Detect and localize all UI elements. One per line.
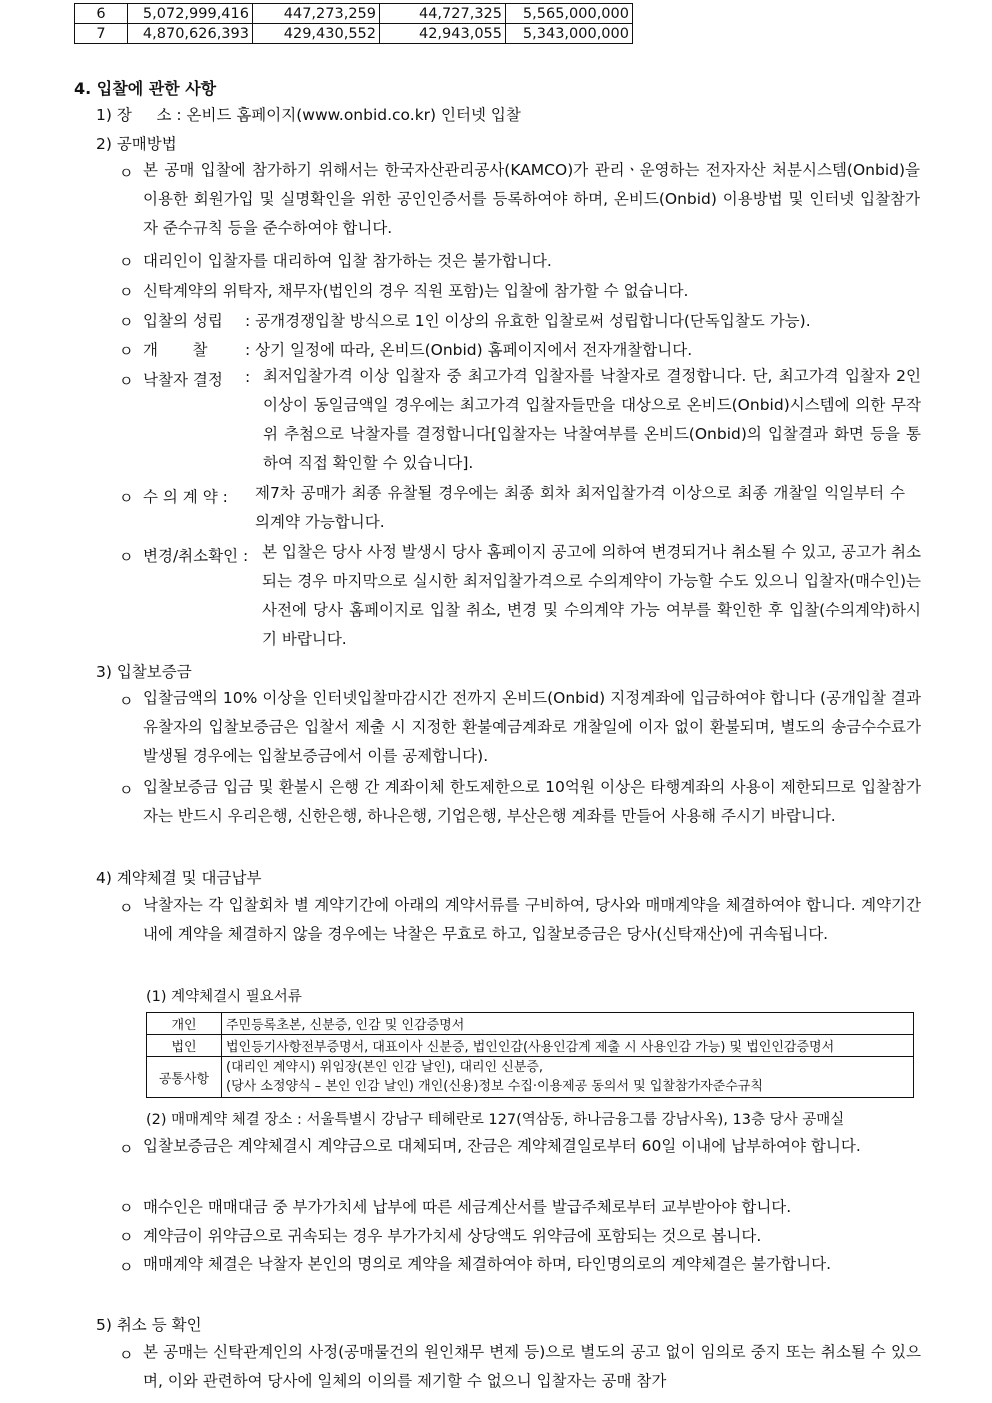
paragraph: 입찰보증금은 계약체결시 계약금으로 대체되며, 잔금은 계약체결일로부터 60일 이내에 납부하여야 합니다. [143, 1137, 861, 1155]
paragraph: 본 입찰은 당사 사정 발생시 당사 홈페이지 공고에 의하여 변경되거나 취소될 수 있고, 공고가 취소되는 경우 마지막으로 실시한 최저입찰가격으로 수의계약이 가능할 수도 있으니 입찰자(매수인)는 사전에 당사 홈페이지로 입찰 취소, 변경 및 수의계약 가능 여부를 확인한 후 입찰(수의계약)하시기 바랍니다. [262, 543, 921, 648]
sub-heading: (2) 매매계약 체결 장소 : 서울특별시 강남구 테헤란로 127(역삼동, 하나금융그룹 강남사옥), 13층 당사 공매실 [146, 1112, 845, 1128]
label: 입찰의 성립 [143, 312, 223, 330]
bullet-icon: ㅇ [119, 164, 134, 182]
paragraph: : 상기 일정에 따라, 온비드(Onbid) 홈페이지에서 전자개찰합니다. [245, 341, 693, 359]
table-cell: 5,343,000,000 [506, 24, 633, 44]
table-row [147, 1057, 914, 1098]
paragraph: 계약금이 위약금으로 귀속되는 경우 부가가치세 상당액도 위약금에 포함되는 것으로 봅니다. [143, 1227, 762, 1245]
paragraph: 제7차 공매가 최종 유찰될 경우에는 최종 회차 최저입찰가격 이상으로 최종 개찰일 익일부터 수의계약 가능합니다. [255, 484, 905, 531]
table-cell: 개인 [147, 1013, 222, 1035]
table-cell: 429,430,552 [253, 24, 380, 44]
paragraph: 낙찰자는 각 입찰회차 별 계약기간에 아래의 계약서류를 구비하여, 당사와 매매계약을 체결하여야 합니다. 계약기간 내에 계약을 체결하지 않을 경우에는 낙찰은 무효로 하고, 입찰보증금은 당사(신탁재산)에 귀속됩니다. [143, 896, 921, 943]
bullet-icon: ㅇ [119, 489, 134, 507]
bullet-icon: ㅇ [119, 342, 134, 360]
table-row [75, 4, 633, 24]
table-cell: 5,565,000,000 [506, 4, 633, 24]
paragraph: : 공개경쟁입찰 방식으로 1인 이상의 유효한 입찰로써 성립합니다(단독입찰도 가능). [245, 312, 811, 330]
paragraph: 최저입찰가격 이상 입찰자 중 최고가격 입찰자를 낙찰자로 결정합니다. 단, 최고가격 입찰자 2인 이상이 동일금액일 경우에는 최고가격 입찰자들만을 대상으로 온비드(Onbid)시스템에 의한 무작위 추첨으로 낙찰자를 결정합니다[입찰자는 낙찰여부를 온비드(Onbid)의 입찰결과 화면 등을 통하여 직접 확인할 수 있습니다]. [263, 367, 921, 472]
table-cell-line: (당사 소정양식 – 본인 인감 날인) 개인(신용)정보 수집·이용제공 동의서 및 입찰참가자준수규칙 [226, 1079, 763, 1094]
label: 낙찰자 결정 [143, 371, 223, 389]
label: 개 찰 [143, 341, 208, 359]
table-cell: 5,072,999,416 [128, 4, 253, 24]
bullet-icon: ㅇ [119, 313, 134, 331]
bullet-icon: ㅇ [119, 692, 134, 710]
item-location: 1) 장 소 : 온비드 홈페이지(www.onbid.co.kr) 인터넷 입찰 [96, 106, 521, 124]
bullet-icon: ㅇ [119, 1140, 134, 1158]
table-cell: 법인 [147, 1035, 222, 1057]
bullet-icon: ㅇ [119, 1228, 134, 1246]
table-row [75, 24, 633, 44]
paragraph: 본 공매 입찰에 참가하기 위해서는 한국자산관리공사(KAMCO)가 관리ㆍ운영하는 전자자산 처분시스템(Onbid)을 이용한 회원가입 및 실명확인을 위한 공인인증서를 등록하여야 하며, 온비드(Onbid) 이용방법 및 인터넷 입찰참가자 준수규칙 등을 준수하여야 합니다. [143, 161, 920, 237]
paragraph: 신탁계약의 위탁자, 채무자(법인의 경우 직원 포함)는 입찰에 참가할 수 없습니다. [143, 282, 689, 300]
item-method-heading: 2) 공매방법 [96, 135, 177, 153]
bullet-icon: ㅇ [119, 253, 134, 271]
bullet-icon: ㅇ [119, 899, 134, 917]
bullet-icon: ㅇ [119, 283, 134, 301]
table-cell: 법인등기사항전부증명서, 대표이사 신분증, 법인인감(사용인감계 제출 시 사용인감 가능) 및 법인인감증명서 [222, 1035, 914, 1057]
paragraph: 매수인은 매매대금 중 부가가치세 납부에 따른 세금계산서를 발급주체로부터 교부받아야 합니다. [143, 1198, 792, 1216]
table-cell: 42,943,055 [380, 24, 506, 44]
table-row [147, 1013, 914, 1035]
paragraph: 입찰금액의 10% 이상을 인터넷입찰마감시간 전까지 온비드(Onbid) 지정계좌에 입금하여야 합니다 (공개입찰 결과 유찰자의 입찰보증금은 입찰서 제출 시 지정한 환불예금계좌로 개찰일에 이자 없이 환불되며, 별도의 송금수수료가 발생될 경우에는 입찰보증금에서 이를 공제합니다). [143, 689, 921, 765]
sub-heading: (1) 계약체결시 필요서류 [146, 989, 302, 1005]
bullet-icon: ㅇ [119, 1346, 134, 1364]
bullet-icon: ㅇ [119, 1258, 134, 1276]
label: 변경/취소확인 : [143, 547, 249, 565]
table-cell: 6 [75, 4, 128, 24]
paragraph: 매매계약 체결은 낙찰자 본인의 명의로 계약을 체결하여야 하며, 타인명의로의 계약체결은 불가합니다. [143, 1255, 831, 1273]
item-deposit-heading: 3) 입찰보증금 [96, 663, 192, 681]
item-cancel-heading: 5) 취소 등 확인 [96, 1316, 202, 1334]
table-cell: 447,273,259 [253, 4, 380, 24]
bullet-icon: ㅇ [119, 372, 134, 390]
paragraph: 입찰보증금 입금 및 환불시 은행 간 계좌이체 한도제한으로 10억원 이상은 타행계좌의 사용이 제한되므로 입찰참가자는 반드시 우리은행, 신한은행, 하나은행, 기업은행, 부산은행 계좌를 만들어 사용해 주시기 바랍니다. [143, 778, 921, 825]
colon: : [245, 368, 251, 386]
required-documents-table [146, 1012, 914, 1098]
table-cell [222, 1057, 914, 1098]
bullet-icon: ㅇ [119, 781, 134, 799]
price-table [74, 3, 633, 44]
table-cell: 44,727,325 [380, 4, 506, 24]
item-contract-heading: 4) 계약체결 및 대금납부 [96, 869, 262, 887]
bullet-icon: ㅇ [119, 548, 134, 566]
table-cell: 4,870,626,393 [128, 24, 253, 44]
table-cell: 공통사항 [147, 1057, 222, 1098]
label: 수 의 계 약 : [143, 488, 228, 506]
paragraph: 대리인이 입찰자를 대리하여 입찰 참가하는 것은 불가합니다. [143, 252, 552, 270]
paragraph: 본 공매는 신탁관계인의 사정(공매물건의 원인채무 변제 등)으로 별도의 공고 없이 임의로 중지 또는 취소될 수 있으며, 이와 관련하여 당사에 일체의 이의를 제기할 수 없으니 입찰자는 공매 참가 [143, 1343, 921, 1390]
bullet-icon: ㅇ [119, 1199, 134, 1217]
table-cell: 7 [75, 24, 128, 44]
table-cell-line: (대리인 계약시) 위임장(본인 인감 날인), 대리인 신분증, [226, 1060, 544, 1075]
section-title: 4. 입찰에 관한 사항 [74, 79, 217, 98]
table-row [147, 1035, 914, 1057]
table-cell: 주민등록초본, 신분증, 인감 및 인감증명서 [222, 1013, 914, 1035]
